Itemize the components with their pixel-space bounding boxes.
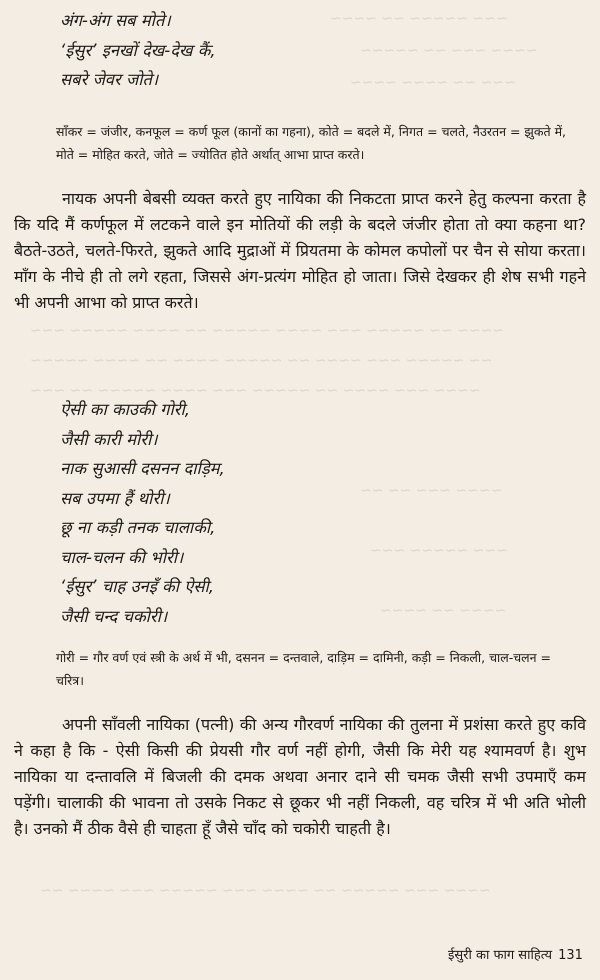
- verse-line: जैसी चन्द चकोरी।: [60, 606, 168, 626]
- glossary-note-1: साँकर = जंजीर, कनफूल = कर्ण फूल (कानों का गहना), कोते = बदले में, निगत = चलते, नैउरतन = झुकते में, मोते = मोहित करते, जोते = ज्योतित होते अर्थात् आभा प्राप्त करते।: [56, 124, 567, 162]
- verse-line: ‘ईसुर’ इनखों देख-देख कैं,: [60, 40, 216, 60]
- page-number: 131: [558, 948, 583, 963]
- running-book-title: ईसुरी का फाग साहित्य: [448, 948, 553, 963]
- verse-line: ‘ईसुर’ चाह उनइँ की ऐसी,: [60, 577, 215, 596]
- verse-line: नाक सुआसी दसनन दाड़िम,: [60, 459, 225, 478]
- verse-line: सबरे जेवर जोते।: [60, 70, 159, 89]
- verse-line: जैसी कारी मोरी।: [60, 429, 158, 449]
- verse-line: सब उपमा हैं थोरी।: [60, 488, 170, 508]
- verse-line: ऐसी का काउकी गोरी,: [60, 400, 190, 419]
- verse-stanza-1: [60, 6, 216, 95]
- commentary-paragraph-2: अपनी साँवली नायिका (पत्नी) की अन्य गौरवर्ण नायिका की तुलना में प्रशंसा करते हुए कवि ने कहा है कि - ऐसी किसी की प्रेयसी गौर वर्ण नहीं होगी, जैसी कि मेरी यह श्यामवर्ण है। शुभ नायिका या दन्तावलि में बिजली की दमक अथवा अनार दाने सी चमक जैसी सभी उपमाएँ कम पड़ेंगी। चालाकी की भावना तो उसके निकट से छूकर भी नहीं निकली, वह चरित्र में भी अति भोली है। उनको मैं ठीक वैसे ही चाहता हूँ जैसे चाँद को चकोरी चाहती है।: [14, 715, 586, 838]
- book-page: ~~~ ~~~~~ ~~ ~~~~ ~~~~ ~~~ ~~ ~~~~~ ~~~ ~~ ~~~~ ~~~~ ~~~~ ~~ ~~~~~ ~~~ ~~~~ ~~~~~ ~~ ~~~~ ~~~~~ ~~~ ~~ ~~~~~ ~~~ ~~~~ ~~ ~~~~~ ~~~~ ~~ ~~~~ ~~~~~ ~~~~ ~~~ ~~~~ ~~ ~~~~~ ~~~ ~~~~ ~~~~~ ~~ ~~~ ~~~~ ~~~ ~~ ~~ ~~~ ~~~~~ ~~~ ~~~~ ~~ ~~~~ ~~~~ ~~~ ~~~~~ ~~ ~~~~ ~~~ ~~~~~ ~~~ ~~~~ ~~ अंग-अंग सब मोते। ‘ईसुर’ इनखों देख-देख कैं, सबरे जेवर जोते। साँकर = जंजीर, कनफूल = कर्ण फूल (कानों का गहना), कोते = बदले में, निगत = चलते, नैउरतन = झुकते में, मोते = मोहित करते, जोते = ज्योतित होते अर्थात् आभा प्राप्त करते। नायक अपनी बेबसी व्यक्त करते हुए नायिका की निकटता प्राप्त करने हेतु कल्पना करता है कि यदि मैं कर्णफूल में लटकने वाले इन मोतियों की लड़ी के बदले जंजीर होता तो क्या कहना था? बैठते-उठते, चलते-फिरते, झुकते आदि मुद्राओं में प्रियतमा के कोमल कपोलों पर चैन से सोया करता। माँग के नीचे ही तो लगे रहता, जिससे अंग-प्रत्यंग मोहित हो जाता। जिसे देखकर ही शेष सभी गहने भी अपनी आभा को प्राप्त करते। ऐसी का काउकी गोरी, जैसी कारी मोरी। नाक सुआसी दसनन दाड़िम, सब उपमा हैं थोरी। छू ना कड़ी तनक चालाकी, चाल-चलन की भोरी। ‘ईसुर’ चाह उनइँ की ऐसी, जैसी चन्द चकोरी। गोरी = गौर वर्ण एवं स्त्री के अर्थ में भी, दसनन = दन्तवाले, दाड़िम = दामिनी, कड़ी = निकली, चाल-चलन = चरित्र। अपनी साँवली नायिका (पत्नी) की अन्य गौरवर्ण नायिका की तुलना में प्रशंसा करते हुए कवि ने कहा है कि - ऐसी किसी की प्रेयसी गौर वर्ण नहीं होगी, जैसी कि मेरी यह श्यामवर्ण है। शुभ नायिका या दन्तावलि में बिजली की दमक अथवा अनार दाने सी चमक जैसी सभी उपमाएँ कम पड़ेंगी। चालाकी की भावना तो उसके निकट से छूकर भी नहीं निकली, वह चरित्र में भी अति भोली है। उनको मैं ठीक वैसे ही चाहता हूँ जैसे चाँद को चकोरी चाहती है। ईसुरी का फाग साहित्य 131: [0, 0, 600, 980]
- glossary-note-2: गोरी = गौर वर्ण एवं स्त्री के अर्थ में भी, दसनन = दन्तवाले, दाड़िम = दामिनी, कड़ी = निकली, चाल-चलन = चरित्र।: [56, 650, 552, 688]
- verse-line: चाल-चलन की भोरी।: [60, 547, 184, 567]
- verse-stanza-2: [60, 395, 225, 631]
- commentary-paragraph-1: नायक अपनी बेबसी व्यक्त करते हुए नायिका की निकटता प्राप्त करने हेतु कल्पना करता है कि यदि मैं कर्णफूल में लटकने वाले इन मोतियों की लड़ी के बदले जंजीर होता तो क्या कहना था? बैठते-उठते, चलते-फिरते, झुकते आदि मुद्राओं में प्रियतमा के कोमल कपोलों पर चैन से सोया करता। माँग के नीचे ही तो लगे रहता, जिससे अंग-प्रत्यंग मोहित हो जाता। जिसे देखकर ही शेष सभी गहने भी अपनी आभा को प्राप्त करते।: [14, 189, 586, 312]
- page-footer: [448, 945, 583, 963]
- verse-line: अंग-अंग सब मोते।: [60, 11, 171, 30]
- verse-line: छू ना कड़ी तनक चालाकी,: [60, 518, 216, 537]
